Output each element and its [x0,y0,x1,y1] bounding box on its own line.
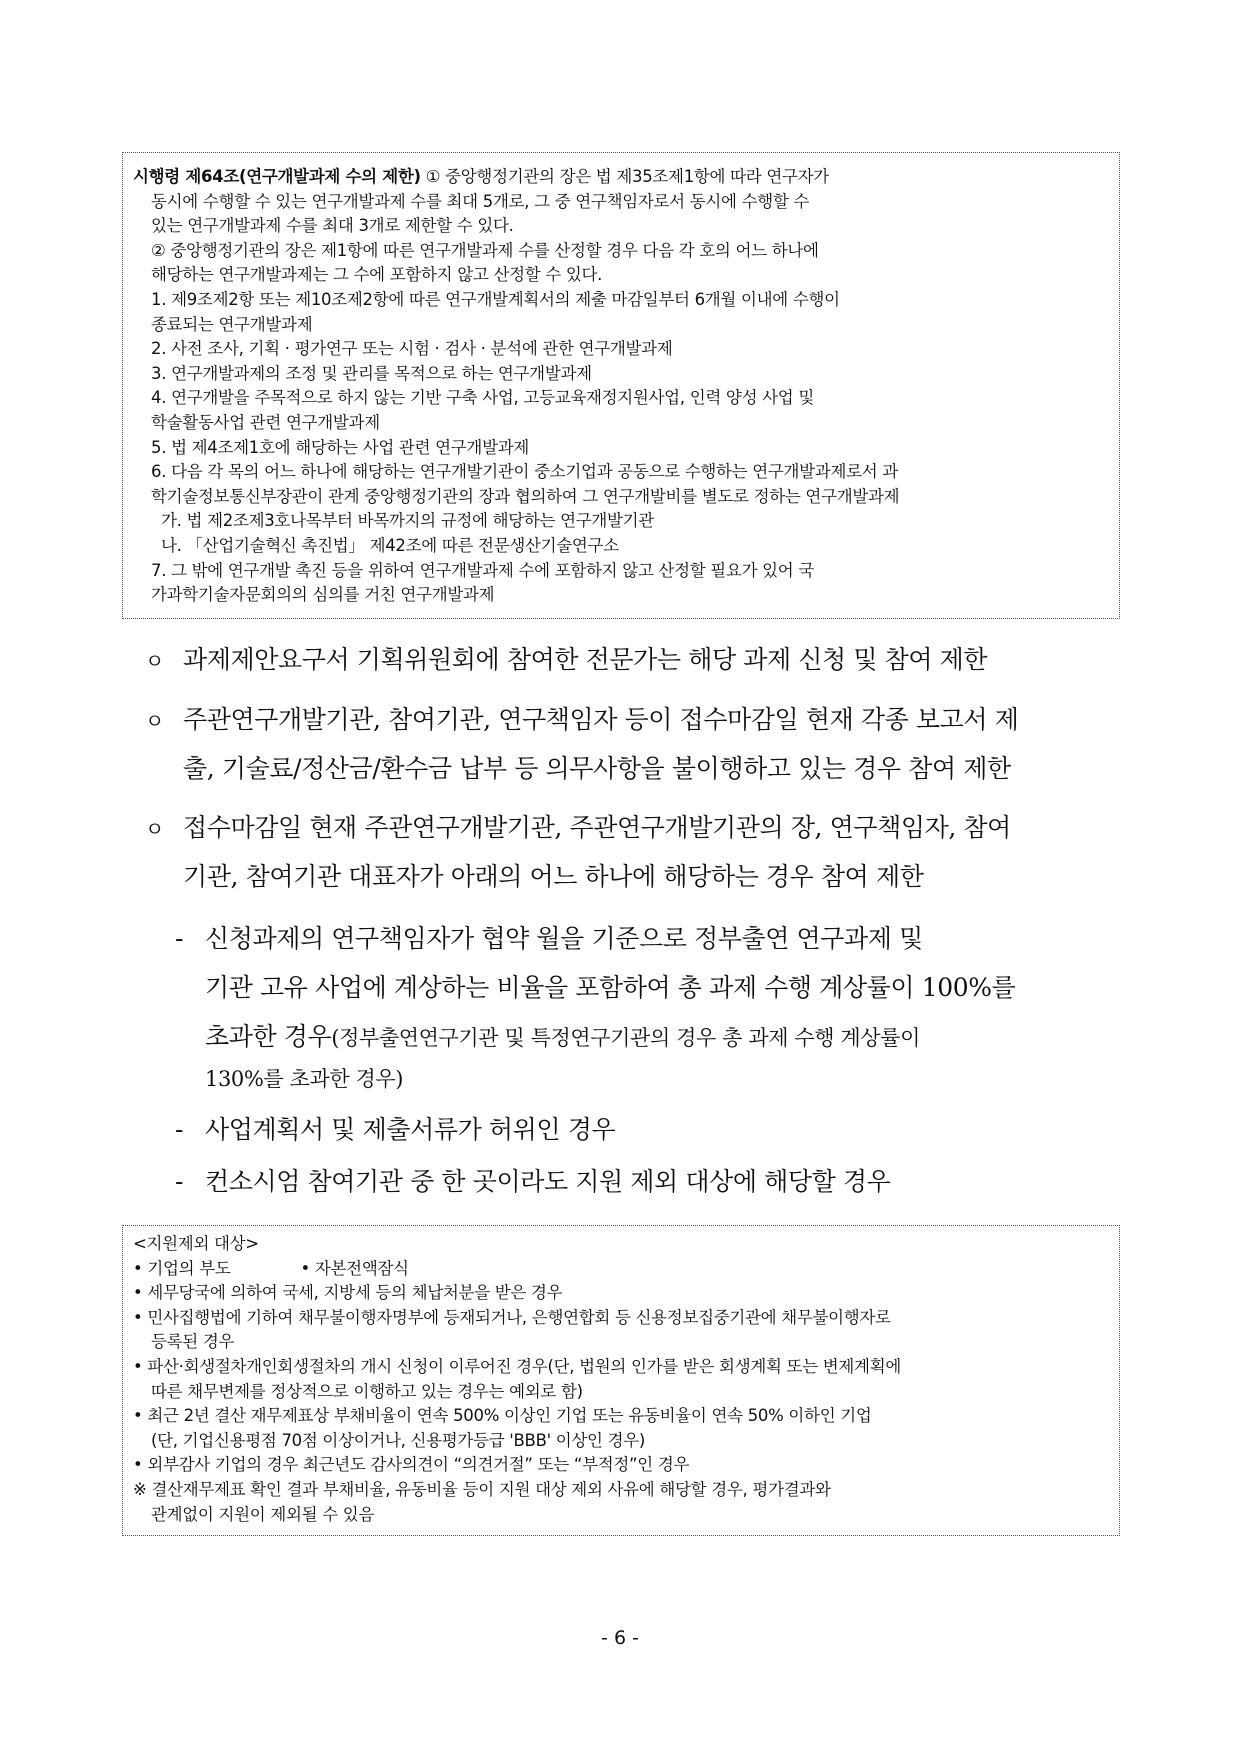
decree-line: 학술활동사업 관련 연구개발과제 [151,412,380,432]
decree-line: 가. 법 제2조제3호나목부터 바목까지의 규정에 해당하는 연구개발기관 [161,511,654,531]
circle-bullet-icon: ㅇ [145,817,164,841]
bullet-continuation: 출, 기술료/정산금/환수금 납부 등 의무사항을 불이행하고 있는 경우 참여 제한 [183,754,1011,783]
decree-line: 5. 법 제4조제1호에 해당하는 사업 관련 연구개발과제 [151,437,529,457]
decree-line: 가과학기술자문회의의 심의를 거친 연구개발과제 [151,585,495,605]
decree-line: 있는 연구개발과제 수를 최대 3개로 제한할 수 있다. [151,216,514,236]
decree-line: 4. 연구개발을 주목적으로 하지 않는 기반 구축 사업, 고등교육재정지원사업, 인력 양성 사업 및 [151,388,815,408]
decree-title: 시행령 제64조(연구개발과제 수의 제한) [133,167,421,186]
decree-line: 동시에 수행할 수 있는 연구개발과제 수를 최대 5개로, 그 중 연구책임자로서 동시에 수행할 수 [151,191,810,211]
decree-line: 6. 다음 각 목의 어느 하나에 해당하는 연구개발기관이 중소기업과 공동으로 수행하는 연구개발과제로서 과 [151,462,898,482]
dash-bullet: - [175,1115,184,1144]
dash-item: - 신청과제의 연구책임자가 협약 월을 기준으로 정부출연 연구과제 및 [175,924,923,953]
dash-item: - 컨소시엄 참여기관 중 한 곳이라도 지원 제외 대상에 해당할 경우 [175,1167,891,1196]
exclusion-line: ※ 결산재무제표 확인 결과 부채비율, 유동비율 등이 지원 대상 제외 사유에 해당할 경우, 평가결과와 [133,1479,831,1499]
decree-line: 해당하는 연구개발과제는 그 수에 포함하지 않고 산정할 수 있다. [151,265,603,285]
exclusion-line: • 민사집행법에 기하여 채무불이행자명부에 등재되거나, 은행연합회 등 신용정보집중기관에 채무불이행자로 [133,1307,891,1327]
bullet-item: ㅇ 과제제안요구서 기획위원회에 참여한 전문가는 해당 과제 신청 및 참여 제한 [145,645,988,674]
decree-line: 1. 제9조제2항 또는 제10조제2항에 따른 연구개발계획서의 제출 마감일부터 6개월 이내에 수행이 [151,289,840,309]
exclusion-line: • 세무당국에 의하여 국세, 지방세 등의 체납처분을 받은 경우 [133,1283,563,1303]
decree-line: 2. 사전 조사, 기획 · 평가연구 또는 시험 · 검사 · 분석에 관한 연구개발과제 [151,339,673,359]
exclusion-title: <지원제외 대상> [133,1234,259,1253]
exclusion-line: 따른 채무변제를 정상적으로 이행하고 있는 경우는 예외로 함) [151,1381,583,1401]
decree-line: ② 중앙행정기관의 장은 제1항에 따른 연구개발과제 수를 산정할 경우 다음 각 호의 어느 하나에 [151,240,819,260]
exclusion-line: • 외부감사 기업의 경우 최근년도 감사의견이 “의견거절” 또는 “부적정”인 경우 [133,1455,690,1475]
decree-line: 학기술정보통신부장관이 관계 중앙행정기관의 장과 협의하여 그 연구개발비를 별도로 정하는 연구개발과제 [151,486,900,506]
dash-item: - 사업계획서 및 제출서류가 허위인 경우 [175,1115,616,1144]
exclusion-line: 관계없이 지원이 제외될 수 있음 [151,1504,375,1524]
page-number: - 6 - [601,1627,639,1649]
decree-line: 종료되는 연구개발과제 [151,314,313,334]
dash-bullet: - [175,924,184,953]
exclusion-line: (단, 기업신용평점 70점 이상이거나, 신용평가등급 'BBB' 이상인 경우) [151,1430,646,1450]
bullet-item: ㅇ 접수마감일 현재 주관연구개발기관, 주관연구개발기관의 장, 연구책임자, 참여 [145,813,1011,842]
dash-continuation: 130%를 초과한 경우) [205,1067,404,1091]
exclusion-box [122,1225,1120,1536]
exclusion-line: • 기업의 부도 • 자본전액잠식 [133,1258,409,1278]
dash-continuation: 기관 고유 사업에 계상하는 비율을 포함하여 총 과제 수행 계상률이 100%를 [205,973,1016,1002]
dash-continuation: 초과한 경우(정부출연연구기관 및 특정연구기관의 경우 총 과제 수행 계상률이 [205,1022,920,1051]
bullet-item: ㅇ 주관연구개발기관, 참여기관, 연구책임자 등이 접수마감일 현재 각종 보고서 제 [145,705,1019,734]
exclusion-line: • 최근 2년 결산 재무제표상 부채비율이 연속 500% 이상인 기업 또는 유동비율이 연속 50% 이하인 기업 [133,1406,872,1426]
circle-bullet-icon: ㅇ [145,649,164,673]
dash-bullet: - [175,1167,184,1196]
decree-line: 3. 연구개발과제의 조정 및 관리를 목적으로 하는 연구개발과제 [151,363,592,383]
decree-box [122,152,1120,619]
bullet-continuation: 기관, 참여기관 대표자가 아래의 어느 하나에 해당하는 경우 참여 제한 [183,862,924,891]
decree-line: 7. 그 밖에 연구개발 촉진 등을 위하여 연구개발과제 수에 포함하지 않고 산정할 필요가 있어 국 [151,560,815,580]
exclusion-line: 등록된 경우 [151,1332,235,1352]
decree-line: 나. 「산업기술혁신 촉진법」 제42조에 따른 전문생산기술연구소 [161,535,619,555]
decree-line: 시행령 제64조(연구개발과제 수의 제한) ① 중앙행정기관의 장은 법 제35조제1항에 따라 연구자가 [133,167,829,186]
exclusion-line: • 파산·회생절차개인회생절차의 개시 신청이 이루어진 경우(단, 법원의 인가를 받은 회생계획 또는 변제계획에 [133,1356,901,1376]
circle-bullet-icon: ㅇ [145,709,164,733]
